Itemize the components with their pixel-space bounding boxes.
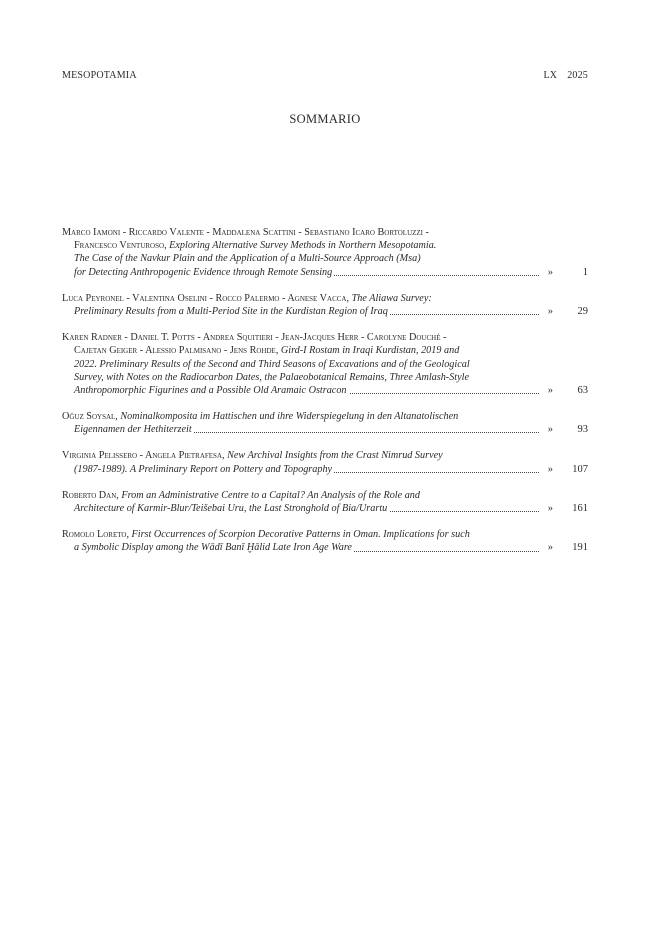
page-number: 191 [572,542,588,554]
entry-title-text: The Case of the Navkur Plain and the Application of a Multi-Source Approach (Msa) [74,253,421,265]
page-number: 107 [572,463,588,475]
toc-entry-line [62,423,539,436]
toc-entry-line: Oğuz Soysal, Nominalkomposita im Hattischen und ihre Widerspiegelung in den Altanatolischen [62,411,459,423]
entry-authors: Francesco Venturoso [74,240,165,252]
toc-entry-line: Roberto Dan, From an Administrative Centre to a Capital? An Analysis of the Role and [62,489,420,501]
page-marker: » [547,424,553,436]
toc-entry-line [62,226,588,239]
entry-authors: Cajetan Geiger - Alessio Palmisano - Jens Rohde [74,345,276,357]
entry-authors: Karen Radner - Daniel T. Potts - Andrea Squitieri - Jean-Jacques Herr - Carolyne Douché - [62,332,447,344]
entry-authors: Luca Peyronel - Valentina Oselini - Rocco Palermo - Agnese Vacca [62,292,347,304]
entry-title-text: The Aliawa Survey: [351,292,432,304]
toc-entry[interactable] [62,489,588,515]
toc-entry[interactable] [62,226,588,279]
entry-authors: Marco Iamoni - Riccardo Valente - Maddalena Scattini - Sebastiano Icaro Bortoluzzi - [62,227,429,238]
table-of-contents [62,226,588,568]
toc-entry[interactable] [62,449,588,475]
toc-entry-line [62,384,539,397]
toc-entry-line [62,252,588,265]
entry-title-text: a Symbolic Display among the Wādī Banī Ḫālid Late Iron Age Ware [74,542,352,554]
entry-title-text: 2022. Preliminary Results of the Second and Third Seasons of Excavations and of the Geological [74,358,470,370]
entry-title-text: (1987-1989). A Preliminary Report on Pottery and Topography [74,463,333,475]
toc-entry[interactable] [62,331,588,397]
entry-title-text: From an Administrative Centre to a Capital? An Analysis of the Role and [121,489,420,501]
toc-entry[interactable] [62,528,588,554]
toc-entry-line [62,305,539,318]
page-number: 93 [577,424,588,436]
page-marker: » [547,384,553,396]
toc-entry-line: Francesco Venturoso, Exploring Alternative Survey Methods in Northern Mesopotamia. [74,240,437,252]
toc-entry-line [62,502,539,515]
entry-authors: Oğuz Soysal [62,411,116,423]
entry-authors: Romolo Loreto [62,529,127,541]
page-number: 63 [577,384,588,396]
toc-entry-line: Romolo Loreto, First Occurrences of Scorpion Decorative Patterns in Oman. Implications for such [62,529,470,541]
page-number: 29 [577,305,588,317]
toc-entry-line [62,358,588,371]
entry-authors: Roberto Dan [62,489,117,501]
entry-title-text: Eigennamen der Hethiterzeit [74,424,192,436]
page-title: SOMMARIO [289,112,361,126]
page-marker: » [547,305,553,317]
entry-title-text: First Occurrences of Scorpion Decorative Patterns in Oman. Implications for such [131,529,470,541]
entry-title-text: Survey, with Notes on the Radiocarbon Dates, the Palaeobotanical Remains, Three Amlash-Style [74,371,469,383]
toc-entry-line [62,331,588,344]
page-marker: » [547,266,553,278]
entry-title-text: for Detecting Anthropogenic Evidence through Remote Sensing [74,266,333,278]
journal-name: MESOPOTAMIA [62,70,137,81]
entry-title-text: Gird-I Rostam in Iraqi Kurdistan, 2019 and [280,345,460,357]
page-marker: » [547,542,553,554]
entry-title-text: Architecture of Karmir-Blur/Teišebai Uru, the Last Stronghold of Bia/Urartu [74,503,388,514]
toc-entry[interactable] [62,292,588,318]
page-number: 161 [572,502,588,514]
toc-entry-line: Luca Peyronel - Valentina Oselini - Rocco Palermo - Agnese Vacca, The Aliawa Survey: [62,292,432,304]
page-number: 1 [582,266,588,278]
toc-entry-line [62,371,588,384]
toc-entry-line: Virginia Pelissero - Angela Pietrafesa, New Archival Insights from the Crast Nimrud Survey [62,450,443,462]
volume-number: LX [543,70,558,81]
page-marker: » [547,463,553,475]
entry-title-text: Preliminary Results from a Multi-Period Site in the Kurdistan Region of Iraq [74,305,388,317]
toc-entry-line [62,541,539,554]
entry-title-text: Anthropomorphic Figurines and a Possible Old Aramaic Ostracon [74,384,347,396]
toc-entry-line [62,266,539,279]
entry-title-text: Exploring Alternative Survey Methods in Northern Mesopotamia. [169,240,437,252]
year: 2025 [567,70,588,81]
entry-title-text: Nominalkomposita im Hattischen und ihre Widerspiegelung in den Altanatolischen [120,411,459,423]
volume-year [543,70,588,81]
entry-authors: Virginia Pelissero - Angela Pietrafesa [62,450,223,462]
entry-title-text: New Archival Insights from the Crast Nimrud Survey [227,450,443,462]
toc-entry-line: Cajetan Geiger - Alessio Palmisano - Jens Rohde, Gird-I Rostam in Iraqi Kurdistan, 2019 and [74,345,460,357]
toc-entry[interactable] [62,410,588,436]
running-header [62,70,588,84]
toc-entry-line [62,463,539,476]
page-marker: » [547,502,553,514]
